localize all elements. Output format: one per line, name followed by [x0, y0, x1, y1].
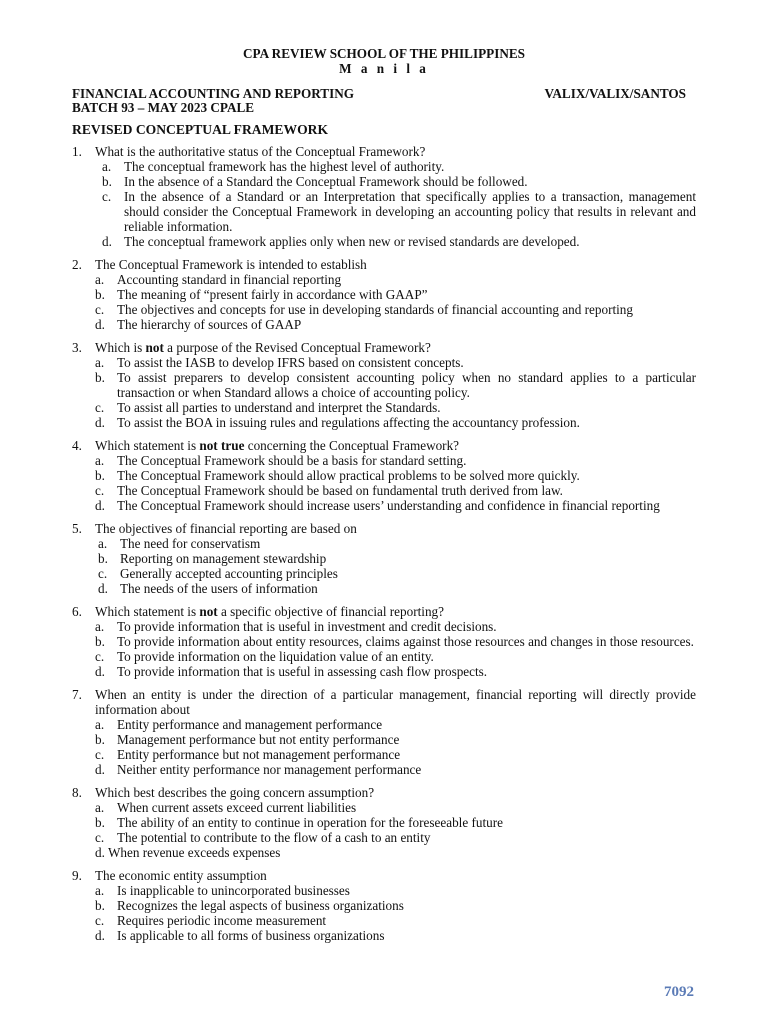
option-text: The Conceptual Framework should increase users’ understanding and confidence in financial reporting: [117, 498, 660, 513]
question-item: [72, 144, 696, 249]
question-number: 6.: [72, 604, 82, 619]
option-text: The need for conservatism: [120, 536, 261, 551]
option-text: To provide information on the liquidation value of an entity.: [117, 649, 434, 664]
question-text-part: Which statement is: [95, 604, 200, 619]
question-text-part: What is the authoritative status of the Conceptual Framework?: [95, 144, 426, 159]
answer-option: [95, 468, 696, 483]
option-text: The Conceptual Framework should allow practical problems to be solved more quickly.: [117, 468, 580, 483]
question-number: 5.: [72, 521, 82, 536]
option-letter: c.: [95, 913, 105, 928]
question-text-part: a purpose of the Revised Conceptual Framework?: [163, 340, 431, 355]
question-text-part: a specific objective of financial reporting?: [217, 604, 444, 619]
option-text: d. When revenue exceeds expenses: [95, 845, 281, 860]
answer-option: [95, 732, 696, 747]
question-text-part: The economic entity assumption: [95, 868, 267, 883]
option-text: Is applicable to all forms of business organizations: [117, 928, 385, 943]
option-text: The needs of the users of information: [120, 581, 318, 596]
answer-option: [98, 551, 696, 566]
option-list: [72, 355, 696, 430]
option-text: To provide information that is useful in investment and credit decisions.: [117, 619, 497, 634]
question-stem: [72, 604, 696, 619]
topic-title: REVISED CONCEPTUAL FRAMEWORK: [72, 122, 329, 137]
option-letter: c.: [98, 566, 108, 581]
option-letter: c.: [95, 302, 105, 317]
option-text: The ability of an entity to continue in operation for the foreseeable future: [117, 815, 503, 830]
answer-option: [95, 302, 696, 317]
option-list: [72, 717, 696, 777]
option-text: Management performance but not entity performance: [117, 732, 400, 747]
answer-option: [95, 483, 696, 498]
option-text: To assist all parties to understand and interpret the Standards.: [117, 400, 441, 415]
option-letter: b.: [98, 551, 108, 566]
question-item: [72, 785, 696, 860]
option-letter: b.: [102, 174, 112, 189]
option-letter: b.: [95, 634, 105, 649]
answer-option: [95, 747, 696, 762]
option-letter: a.: [95, 355, 105, 370]
question-text: [95, 604, 696, 619]
question-stem: [72, 785, 696, 800]
question-number: 3.: [72, 340, 82, 355]
option-letter: c.: [95, 400, 105, 415]
option-text: To provide information that is useful in assessing cash flow prospects.: [117, 664, 488, 679]
answer-option: [95, 649, 696, 664]
option-letter: d.: [95, 762, 105, 777]
question-item: [72, 257, 696, 332]
option-text: To assist preparers to develop consistent accounting policy when no standard applies to a particular transaction or when Standard allows a choice of accounting policy.: [117, 370, 696, 400]
option-text: Is inapplicable to unincorporated businesses: [117, 883, 350, 898]
question-text: [95, 521, 696, 536]
option-list: [72, 159, 696, 249]
question-emphasis: not true: [199, 438, 245, 453]
option-text: Recognizes the legal aspects of business organizations: [117, 898, 404, 913]
question-emphasis: not: [199, 604, 218, 619]
option-letter: b.: [95, 370, 105, 385]
option-list: [72, 619, 696, 679]
option-letter: d.: [102, 234, 112, 249]
school-name: CPA REVIEW SCHOOL OF THE PHILIPPINES: [242, 46, 525, 61]
answer-option: [95, 400, 696, 415]
question-item: [72, 687, 696, 777]
option-list: [72, 453, 696, 513]
question-number: 8.: [72, 785, 82, 800]
option-letter: a.: [98, 536, 108, 551]
question-stem: [72, 257, 696, 272]
option-letter: d.: [95, 928, 105, 943]
answer-option: [102, 189, 696, 234]
answer-option: [95, 830, 696, 845]
question-text: [95, 687, 696, 717]
answer-option: [95, 355, 696, 370]
question-item: [72, 340, 696, 430]
question-number: 7.: [72, 687, 82, 702]
answer-option: [95, 717, 696, 732]
option-text: The Conceptual Framework should be a basis for standard setting.: [117, 453, 467, 468]
option-list: [72, 883, 696, 943]
option-letter: b.: [95, 287, 105, 302]
subject-title: FINANCIAL ACCOUNTING AND REPORTING: [72, 86, 354, 101]
option-letter: a.: [95, 619, 105, 634]
question-stem: [72, 438, 696, 453]
option-letter: a.: [95, 800, 105, 815]
option-text: In the absence of a Standard or an Interpretation that specifically applies to a transaction, management should consider the Conceptual Framework in developing an accounting policy that results in relevant and reliable information.: [124, 189, 696, 234]
option-text: The objectives and concepts for use in developing standards of financial accounting and reporting: [117, 302, 633, 317]
answer-option: [98, 536, 696, 551]
option-text: When current assets exceed current liabilities: [117, 800, 357, 815]
option-letter: d.: [95, 498, 105, 513]
question-item: [72, 868, 696, 943]
option-letter: a.: [95, 717, 105, 732]
question-number: 1.: [72, 144, 82, 159]
question-stem: [72, 687, 696, 717]
question-emphasis: not: [145, 340, 164, 355]
option-text: The hierarchy of sources of GAAP: [117, 317, 302, 332]
question-item: [72, 438, 696, 513]
question-number: 2.: [72, 257, 82, 272]
option-text: The conceptual framework applies only when new or revised standards are developed.: [124, 234, 580, 249]
question-text-part: The objectives of financial reporting are based on: [95, 521, 357, 536]
answer-option: [95, 800, 696, 815]
question-text-part: Which is: [95, 340, 146, 355]
option-letter: c.: [95, 649, 105, 664]
answer-option: [95, 453, 696, 468]
answer-option: [102, 174, 696, 189]
answer-option: [95, 913, 696, 928]
option-text: The meaning of “present fairly in accordance with GAAP”: [117, 287, 428, 302]
option-letter: b.: [95, 815, 105, 830]
answer-option: [95, 634, 696, 649]
answer-option: [102, 234, 696, 249]
option-letter: c.: [95, 830, 105, 845]
question-text: [95, 144, 696, 159]
question-list: [72, 144, 696, 951]
question-item: [72, 604, 696, 679]
option-text: Reporting on management stewardship: [120, 551, 327, 566]
option-text: Entity performance but not management performance: [117, 747, 401, 762]
authors: VALIX/VALIX/SANTOS: [544, 86, 686, 101]
option-letter: a.: [95, 272, 105, 287]
option-letter: d.: [95, 664, 105, 679]
answer-option: [102, 159, 696, 174]
option-letter: d.: [95, 415, 105, 430]
answer-option: [95, 498, 696, 513]
answer-option: [95, 883, 696, 898]
option-letter: b.: [95, 732, 105, 747]
option-letter: a.: [102, 159, 112, 174]
option-text: To provide information about entity resources, claims against those resources and changes in those resources.: [117, 634, 694, 649]
question-text: [95, 785, 696, 800]
option-text: In the absence of a Standard the Conceptual Framework should be followed.: [124, 174, 528, 189]
option-letter: c.: [95, 483, 105, 498]
question-text: [95, 868, 696, 883]
option-letter: a.: [95, 883, 105, 898]
answer-option: [98, 566, 696, 581]
question-stem: [72, 340, 696, 355]
page-number: 7092: [664, 984, 694, 1000]
option-letter: b.: [95, 468, 105, 483]
question-stem: [72, 144, 696, 159]
question-text: [95, 438, 696, 453]
option-letter: b.: [95, 898, 105, 913]
option-text: Requires periodic income measurement: [117, 913, 327, 928]
option-text: To assist the IASB to develop IFRS based on consistent concepts.: [117, 355, 464, 370]
batch-info: BATCH 93 – MAY 2023 CPALE: [72, 100, 255, 115]
answer-option: [95, 415, 696, 430]
option-list: [72, 800, 696, 860]
answer-option: [95, 898, 696, 913]
option-letter: d.: [95, 317, 105, 332]
option-text: Accounting standard in financial reporting: [117, 272, 342, 287]
option-text: Neither entity performance nor management performance: [117, 762, 422, 777]
option-text: The potential to contribute to the flow of a cash to an entity: [117, 830, 431, 845]
answer-option: [95, 762, 696, 777]
option-list: [72, 536, 696, 596]
answer-option: [95, 928, 696, 943]
answer-option: [98, 581, 696, 596]
option-text: To assist the BOA in issuing rules and regulations affecting the accountancy profession.: [117, 415, 580, 430]
answer-option: [95, 619, 696, 634]
answer-option: [95, 815, 696, 830]
option-text: Generally accepted accounting principles: [120, 566, 338, 581]
answer-option: [95, 272, 696, 287]
answer-option: [95, 317, 696, 332]
answer-option: [95, 370, 696, 400]
option-letter: d.: [98, 581, 108, 596]
question-text-part: The Conceptual Framework is intended to establish: [95, 257, 367, 272]
question-text: [95, 257, 696, 272]
option-text: Entity performance and management performance: [117, 717, 383, 732]
option-text: The Conceptual Framework should be based on fundamental truth derived from law.: [117, 483, 563, 498]
option-letter: c.: [102, 189, 112, 204]
question-text: [95, 340, 696, 355]
option-text: The conceptual framework has the highest level of authority.: [124, 159, 445, 174]
question-text-part: Which best describes the going concern assumption?: [95, 785, 375, 800]
question-item: [72, 521, 696, 596]
question-text-part: Which statement is: [95, 438, 200, 453]
question-number: 4.: [72, 438, 82, 453]
question-text-part: When an entity is under the direction of a particular management, financial reporting will directly provide information about: [95, 687, 696, 717]
question-stem: [72, 521, 696, 536]
option-letter: a.: [95, 453, 105, 468]
option-letter: c.: [95, 747, 105, 762]
answer-option: [95, 845, 696, 860]
question-number: 9.: [72, 868, 82, 883]
answer-option: [95, 664, 696, 679]
school-city: M a n i l a: [339, 61, 429, 76]
answer-option: [95, 287, 696, 302]
question-stem: [72, 868, 696, 883]
question-text-part: concerning the Conceptual Framework?: [244, 438, 460, 453]
option-list: [72, 272, 696, 332]
